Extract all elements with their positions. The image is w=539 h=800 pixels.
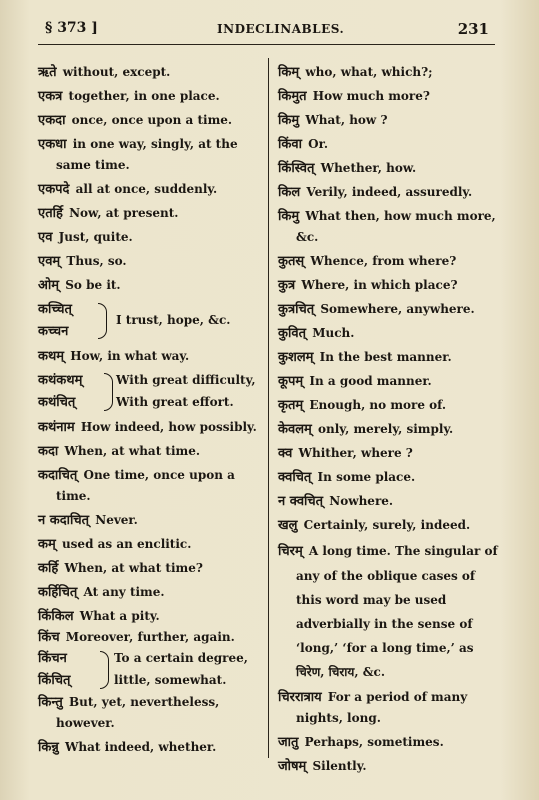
definition: Whence, from where? xyxy=(310,254,457,268)
definition: who, what, which?; xyxy=(305,65,433,79)
definition: Perhaps, sometimes. xyxy=(304,735,444,749)
entry xyxy=(278,491,500,512)
entry xyxy=(278,134,500,155)
definition: What a pity. xyxy=(79,609,160,623)
sanskrit-word: कुत्रचित् xyxy=(278,302,315,317)
definition: For a period of many nights, long. xyxy=(296,690,468,725)
definition: When, at what time. xyxy=(64,444,201,458)
sanskrit-word: किमु xyxy=(278,209,300,224)
sanskrit-word: न क्वचित् xyxy=(278,494,324,509)
entry xyxy=(38,86,264,107)
definition: used as an enclitic. xyxy=(61,537,192,551)
sanskrit-word: किमुत xyxy=(278,89,307,104)
definition: How much more? xyxy=(312,89,430,103)
entry xyxy=(278,182,500,203)
sanskrit-word: कुवित् xyxy=(278,326,306,341)
sanskrit-word: चिररात्राय xyxy=(278,690,322,705)
brace-entry xyxy=(38,648,264,692)
definition: Nowhere. xyxy=(329,494,394,508)
definition: Whither, where ? xyxy=(298,446,413,460)
entry xyxy=(278,86,500,107)
definition: Enough, no more of. xyxy=(309,398,447,412)
definition: With great effort. xyxy=(116,395,234,409)
definition: Somewhere, anywhere. xyxy=(320,302,475,316)
sanskrit-word: कुतस् xyxy=(278,254,305,269)
definition: What indeed, whether. xyxy=(64,740,217,754)
entry xyxy=(38,510,264,531)
sanskrit-word: किन्तु xyxy=(38,695,63,710)
entry xyxy=(38,179,264,200)
sanskrit-word: कथंनाम xyxy=(38,420,75,435)
entry xyxy=(38,227,264,248)
sanskrit-word: किंकिल xyxy=(38,609,74,624)
sanskrit-word: जोषम् xyxy=(278,759,307,774)
entry xyxy=(278,206,500,248)
brace-entry xyxy=(38,370,264,414)
entry xyxy=(38,441,264,462)
sanskrit-word: एकधा xyxy=(38,137,67,152)
sanskrit-word: कच्चित् xyxy=(38,302,72,317)
page-number: 231 xyxy=(457,20,489,38)
definition: in one way, singly, at the same time. xyxy=(56,137,238,172)
sanskrit-word: किन्नु xyxy=(38,740,59,755)
sanskrit-word: एवम् xyxy=(38,254,61,269)
brace xyxy=(104,373,113,411)
sanskrit-word: एतर्हि xyxy=(38,206,63,221)
definition: At any time. xyxy=(83,585,165,599)
definition: What then, how much more, &c. xyxy=(296,209,496,244)
definition: When, at what time? xyxy=(64,561,203,575)
entry xyxy=(38,134,264,176)
definition: without, except. xyxy=(62,65,171,79)
definition: together, in one place. xyxy=(68,89,220,103)
entry xyxy=(38,275,264,296)
definition: Never. xyxy=(95,513,138,527)
brace xyxy=(100,651,109,689)
sanskrit-word: कथम् xyxy=(38,349,65,364)
entry xyxy=(278,515,500,536)
sanskrit-word: किंवा xyxy=(278,137,302,152)
definition: Or. xyxy=(308,137,328,151)
entry xyxy=(278,299,500,320)
sanskrit-word: खलु xyxy=(278,518,298,533)
sanskrit-word: कुत्र xyxy=(278,278,296,293)
entry xyxy=(38,534,264,555)
definition: Certainly, surely, indeed. xyxy=(303,518,471,532)
entry xyxy=(278,687,500,729)
entry xyxy=(278,323,500,344)
sanskrit-word: ऋते xyxy=(38,65,57,80)
entry xyxy=(38,692,264,734)
header-rule xyxy=(38,44,495,45)
definition: In some place. xyxy=(317,470,416,484)
entry xyxy=(38,465,264,507)
sanskrit-word: कुशलम् xyxy=(278,350,314,365)
entry xyxy=(278,347,500,368)
definition: Verily, indeed, assuredly. xyxy=(306,185,473,199)
brace-entry xyxy=(38,299,264,343)
entry xyxy=(38,737,264,758)
entry xyxy=(38,110,264,131)
definition: In the best manner. xyxy=(319,350,452,364)
sanskrit-word: क्वचित् xyxy=(278,470,312,485)
definition: So be it. xyxy=(65,278,121,292)
sanskrit-word: किंस्वित् xyxy=(278,161,315,176)
definition: Silently. xyxy=(312,759,367,773)
sanskrit-word: कथंकथम् xyxy=(38,373,83,388)
sanskrit-word: किम् xyxy=(278,65,300,80)
sanskrit-word: कृतम् xyxy=(278,398,304,413)
definition: To a certain degree, xyxy=(114,651,248,665)
entry xyxy=(38,558,264,579)
definition: Thus, so. xyxy=(66,254,127,268)
entry xyxy=(278,443,500,464)
sanskrit-word: न कदाचित् xyxy=(38,513,90,528)
entry xyxy=(38,627,264,648)
definition: But, yet, nevertheless, however. xyxy=(56,695,220,730)
sanskrit-word: चिरम् xyxy=(278,544,303,559)
sanskrit-word: कर्हि xyxy=(38,561,59,576)
sanskrit-word: किंच xyxy=(38,630,60,645)
entry xyxy=(278,539,500,684)
definition: How indeed, how possibly. xyxy=(80,420,257,434)
page-header xyxy=(45,20,489,42)
sanskrit-word: कर्हिचित् xyxy=(38,585,78,600)
definition: Moreover, further, again. xyxy=(65,630,235,644)
entry xyxy=(278,732,500,753)
column-divider xyxy=(268,58,269,758)
running-title: INDECLINABLES. xyxy=(217,22,345,36)
sanskrit-word: एव xyxy=(38,230,53,245)
entry xyxy=(38,346,264,367)
definition: all at once, suddenly. xyxy=(75,182,218,196)
entry xyxy=(38,417,264,438)
sanskrit-word: किमु xyxy=(278,113,300,128)
entry xyxy=(278,62,500,83)
sanskrit-word: जातु xyxy=(278,735,299,750)
sanskrit-word: कथंचित् xyxy=(38,395,76,410)
sanskrit-word: कम् xyxy=(38,537,56,552)
sanskrit-word: कच्चन xyxy=(38,324,69,339)
definition: Just, quite. xyxy=(58,230,133,244)
definition: One time, once upon a time. xyxy=(56,468,235,503)
entry xyxy=(38,606,264,627)
entry xyxy=(278,419,500,440)
entry xyxy=(38,62,264,83)
sanskrit-word: एकत्र xyxy=(38,89,63,104)
definition: In a good manner. xyxy=(309,374,432,388)
definition: once, once upon a time. xyxy=(71,113,233,127)
entry xyxy=(38,203,264,224)
sanskrit-word: कदा xyxy=(38,444,59,459)
brace xyxy=(98,303,107,339)
entry xyxy=(278,756,500,777)
definition: What, how ? xyxy=(305,113,388,127)
definition: only, merely, simply. xyxy=(318,422,454,436)
sanskrit-word: क्व xyxy=(278,446,293,461)
sanskrit-word: किंचित् xyxy=(38,673,71,688)
definition: With great difficulty, xyxy=(116,373,256,387)
entry xyxy=(278,467,500,488)
definition: I trust, hope, &c. xyxy=(116,313,231,327)
definition: Much. xyxy=(312,326,355,340)
sanskrit-word: किल xyxy=(278,185,301,200)
entry xyxy=(278,251,500,272)
entry xyxy=(278,158,500,179)
sanskrit-word: केवलम् xyxy=(278,422,312,437)
sanskrit-word: किंचन xyxy=(38,651,67,666)
right-column xyxy=(278,62,500,777)
entry xyxy=(278,110,500,131)
left-column xyxy=(38,62,264,758)
sanskrit-word: कदाचित् xyxy=(38,468,78,483)
entry xyxy=(38,582,264,603)
sanskrit-word: एकपदे xyxy=(38,182,70,197)
entry xyxy=(278,395,500,416)
sanskrit-word: एकदा xyxy=(38,113,66,128)
definition: Now, at present. xyxy=(69,206,179,220)
entry xyxy=(278,275,500,296)
section-number: § 373 ] xyxy=(45,20,98,36)
definition: How, in what way. xyxy=(70,349,190,363)
sanskrit-word: ओम् xyxy=(38,278,60,293)
entry xyxy=(278,371,500,392)
entry xyxy=(38,251,264,272)
definition: Where, in which place? xyxy=(301,278,458,292)
definition: little, somewhat. xyxy=(114,673,227,687)
definition: Whether, how. xyxy=(320,161,417,175)
definition: A long time. The singular of any of the oblique cases of this word may be used adverbially in the sense of ‘long,’ ‘for a long time,’ as चिरेण, चिराय, &c. xyxy=(296,544,498,679)
sanskrit-word: कूपम् xyxy=(278,374,304,389)
